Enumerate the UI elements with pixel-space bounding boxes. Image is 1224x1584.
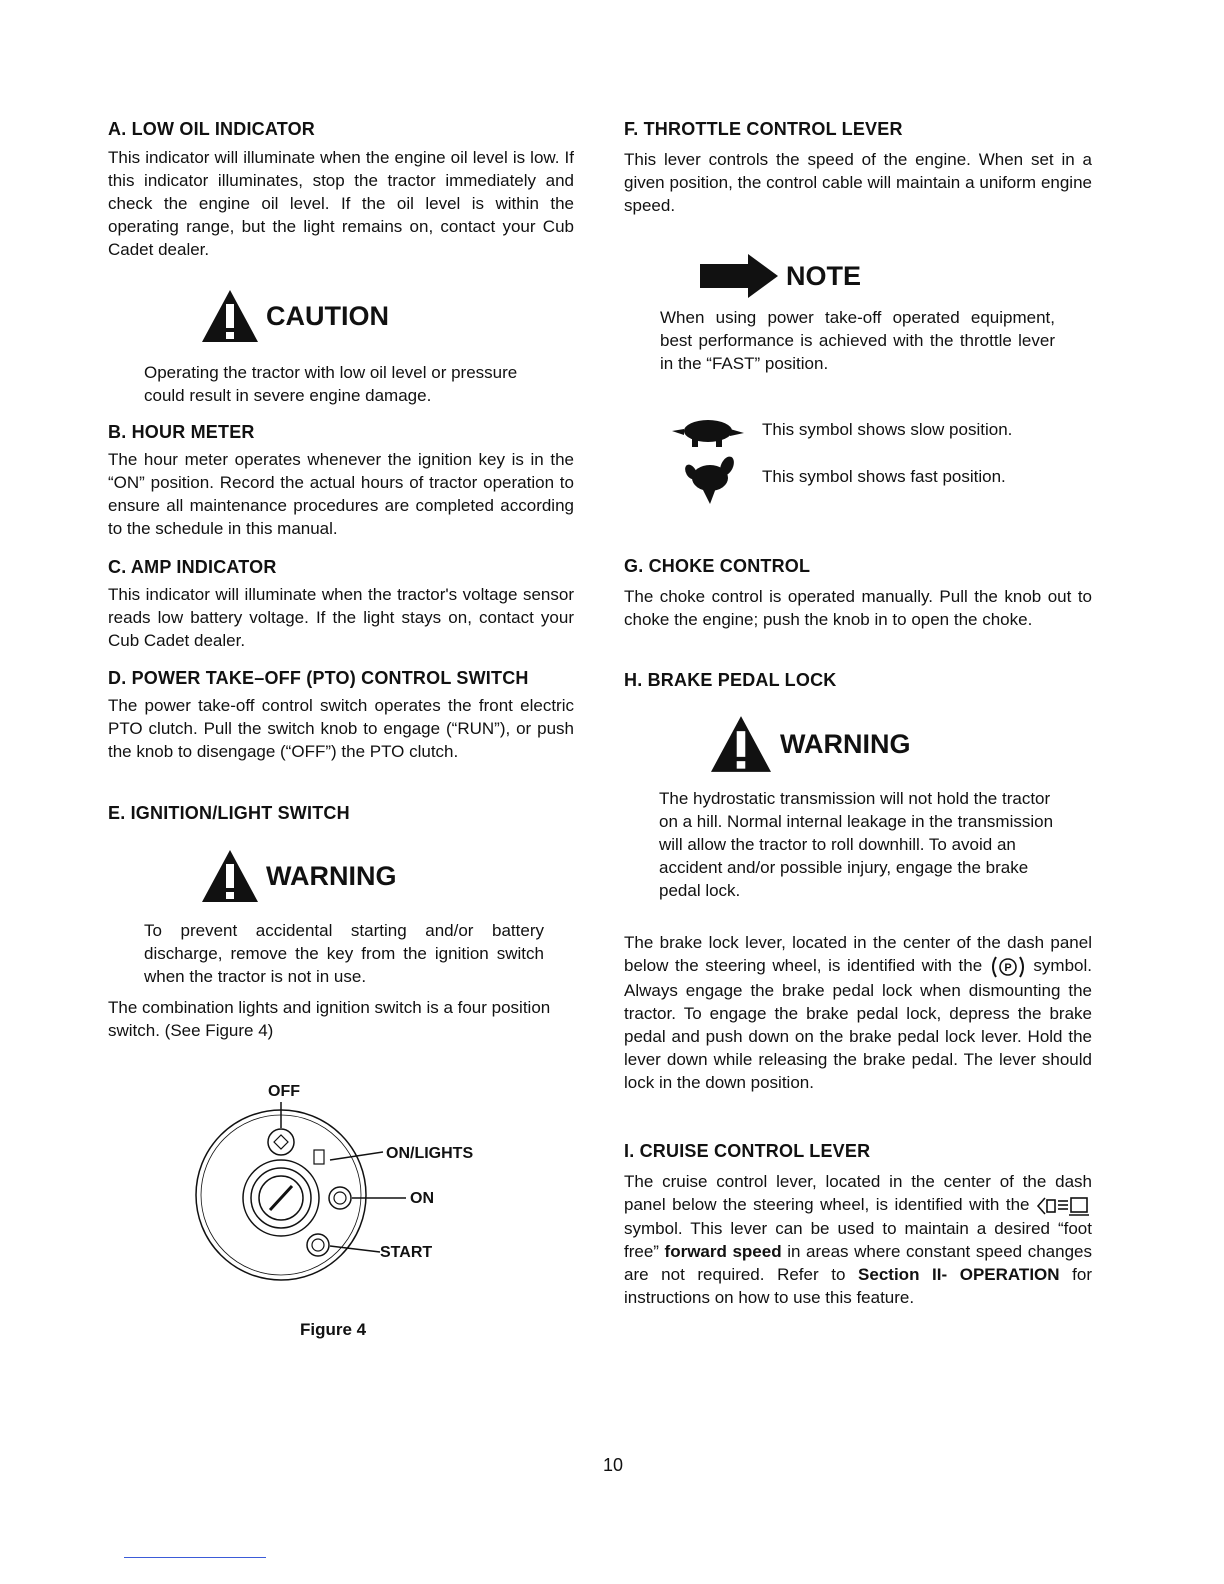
fast-symbol-text: This symbol shows fast position. xyxy=(762,467,1006,486)
footer-rule xyxy=(124,1557,266,1558)
ignition-switch-figure xyxy=(180,1080,510,1320)
hour-meter-text: The hour meter operates whenever the ignition key is in the “ON” position. Record the actual hours of tractor operation to ensure all maintenance procedures are completed according to the schedule in this manual. xyxy=(108,450,574,538)
arrow-right-icon xyxy=(700,252,780,300)
warning-triangle-icon xyxy=(708,714,774,774)
heading-amp-indicator: C. AMP INDICATOR xyxy=(108,557,277,577)
note-word: NOTE xyxy=(786,260,862,291)
ignition-text: The combination lights and ignition switch is a four position switch. (See Figure 4) xyxy=(108,998,551,1040)
warning-label-left xyxy=(200,848,397,904)
caution-text: Operating the tractor with low oil level or pressure could result in severe engine damage. xyxy=(144,363,518,405)
warning-word: WARNING xyxy=(266,860,397,891)
heading-low-oil-indicator: A. LOW OIL INDICATOR xyxy=(108,119,315,139)
throttle-text: This lever controls the speed of the engine. When set in a given position, the control cable will maintain a uniform engine speed. xyxy=(624,150,1092,215)
warning-text-right: The hydrostatic transmission will not hold the tractor on a hill. Normal internal leakage in the transmission will allow the tractor to roll downhill. To avoid an accident and/or possible injury, engage the brake pedal lock. xyxy=(659,789,1054,900)
cruise-text-part4: for instructions on how to use this feature. xyxy=(624,1264,1092,1307)
figure-caption: Figure 4 xyxy=(300,1320,367,1339)
brake-lock-text xyxy=(624,931,1092,1094)
rabbit-icon xyxy=(682,450,740,506)
low-oil-text: This indicator will illuminate when the engine oil level is low. If this indicator illuminates, stop the tractor immediately and check the engine oil level. If the oil level is within the operating range, but the light remains on, contact your Cub Cadet dealer. xyxy=(108,148,574,259)
warning-word: WARNING xyxy=(780,728,911,759)
warning-triangle-icon xyxy=(200,288,260,344)
figure-label-on-lights: ON/LIGHTS xyxy=(386,1145,474,1162)
svg-text:P: P xyxy=(1004,961,1012,974)
parking-brake-icon xyxy=(989,955,1027,979)
heading-pto-switch: D. POWER TAKE–OFF (PTO) CONTROL SWITCH xyxy=(108,668,529,688)
cruise-text-bold-forward-speed: forward speed xyxy=(664,1241,782,1261)
heading-choke-control: G. CHOKE CONTROL xyxy=(624,556,811,576)
cruise-control-text xyxy=(624,1170,1092,1309)
caution-word: CAUTION xyxy=(266,300,389,331)
warning-label-right xyxy=(708,714,911,774)
cruise-text-part1: The cruise control lever, located in the center of the dash panel below the steering wheel, is identified with the xyxy=(624,1172,1092,1214)
heading-throttle-lever: F. THROTTLE CONTROL LEVER xyxy=(624,119,903,139)
pto-switch-text: The power take-off control switch operates the front electric PTO clutch. Pull the switch knob to engage (“RUN”), or push the knob to disengage (“OFF”) the PTO clutch. xyxy=(108,696,574,761)
heading-brake-pedal-lock: H. BRAKE PEDAL LOCK xyxy=(624,670,837,690)
note-label xyxy=(700,252,861,300)
warning-triangle-icon xyxy=(200,848,260,904)
brake-lock-text-part1: The brake lock lever, located in the center of the dash panel below the steering wheel, is identified with the xyxy=(624,933,1092,975)
figure-label-on: ON xyxy=(410,1190,434,1207)
figure-label-start: START xyxy=(380,1244,433,1261)
warning-text-left: To prevent accidental starting and/or battery discharge, remove the key from the ignition switch when the tractor is not in use. xyxy=(144,921,544,986)
brake-lock-text-part2: symbol. Always engage the brake pedal lock when dismounting the tractor. To engage the brake pedal lock, depress the brake pedal and push down on the brake pedal lock lever. Hold the lever down while releasing the brake pedal. The lever should lock in the down position. xyxy=(624,956,1092,1092)
choke-text: The choke control is operated manually. Pull the knob out to choke the engine; push the knob in to open the choke. xyxy=(624,587,1092,629)
caution-label xyxy=(200,288,389,344)
heading-ignition-switch: E. IGNITION/LIGHT SWITCH xyxy=(108,803,350,823)
turtle-icon xyxy=(670,415,746,447)
page-number: 10 xyxy=(603,1455,624,1475)
note-text: When using power take-off operated equipment, best performance is achieved with the throttle lever in the “FAST” position. xyxy=(660,308,1055,373)
slow-symbol-text: This symbol shows slow position. xyxy=(762,420,1013,439)
amp-indicator-text: This indicator will illuminate when the tractor's voltage sensor reads low battery voltage. If the light stays on, contact your Cub Cadet dealer. xyxy=(108,585,574,650)
cruise-control-icon xyxy=(1036,1195,1092,1217)
cruise-text-part3: in areas where constant speed changes are not required. Refer to xyxy=(624,1241,1092,1284)
cruise-text-bold-section: Section II- OPERATION xyxy=(858,1264,1060,1284)
heading-cruise-control: I. CRUISE CONTROL LEVER xyxy=(624,1141,871,1161)
cruise-text-part2: symbol. This lever can be used to maintain a desired “foot free” xyxy=(624,1218,1092,1261)
figure-label-off: OFF xyxy=(268,1083,300,1100)
heading-hour-meter: B. HOUR METER xyxy=(108,422,255,442)
